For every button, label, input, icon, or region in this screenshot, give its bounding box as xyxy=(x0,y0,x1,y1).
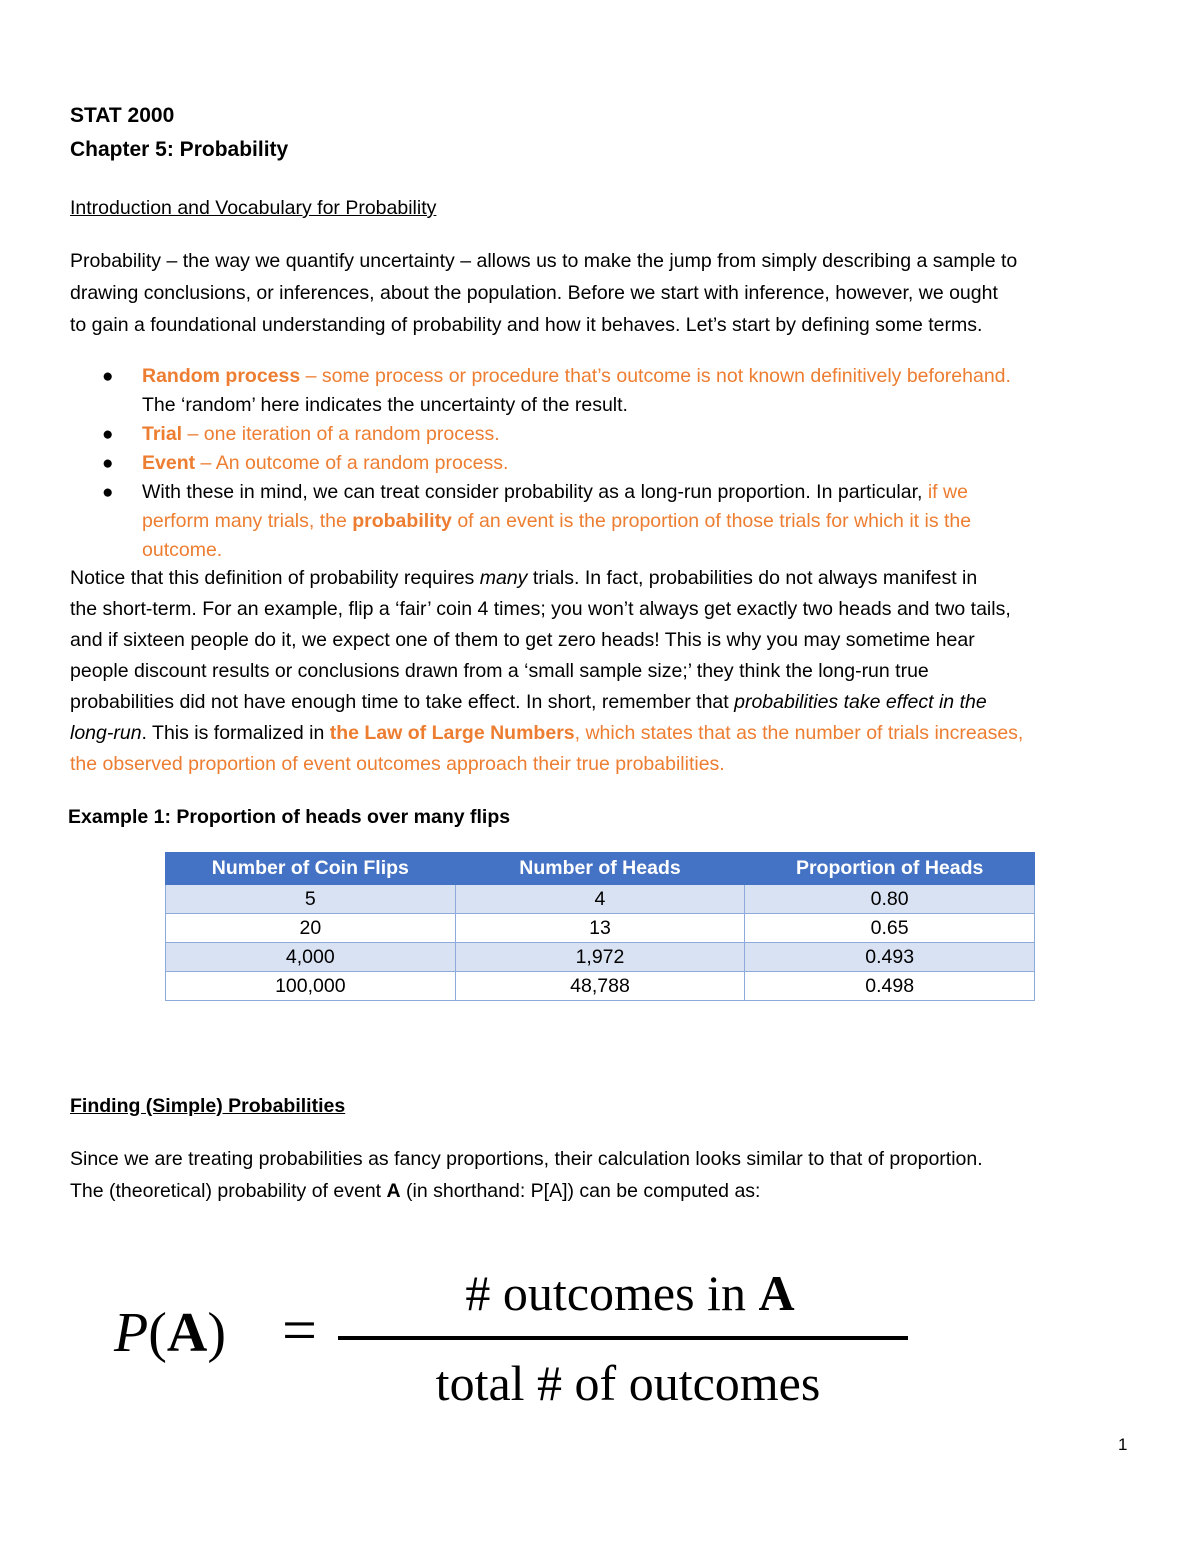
page-number: 1 xyxy=(1118,1435,1128,1454)
notice-line-1 xyxy=(70,562,977,594)
course-title: STAT 2000 xyxy=(70,104,175,127)
bullet-long-run-line-3: outcome. xyxy=(142,539,223,561)
table-header-row xyxy=(166,853,1035,885)
probability-formula xyxy=(110,1260,920,1420)
table-cell: 0.80 xyxy=(745,885,1035,914)
term-event: Event xyxy=(142,452,196,474)
section2-line-2 xyxy=(70,1175,760,1207)
bullet-trial xyxy=(142,420,500,449)
section-heading-simple-probabilities: Finding (Simple) Probabilities xyxy=(70,1095,346,1117)
long-run-highlight-3: of an event is the proportion of those trials for which it is the xyxy=(451,510,972,532)
formula-numerator xyxy=(350,1260,910,1326)
table-row xyxy=(166,943,1035,972)
def-random-process: – some process or procedure that’s outcome is not known definitively beforehand. xyxy=(300,365,1011,387)
long-run-intro: With these in mind, we can treat consider probability as a long-run proportion. In particular, xyxy=(142,481,928,503)
numerator-a: A xyxy=(758,1265,795,1321)
notice-text: Notice that this definition of probability requires xyxy=(70,567,480,589)
table-cell: 0.498 xyxy=(745,972,1035,1001)
notice-emphasis: many xyxy=(479,567,528,589)
formula-a: A xyxy=(166,1302,208,1364)
table-header-cell: Proportion of Heads xyxy=(745,853,1035,885)
def-event: – An outcome of a random process. xyxy=(195,452,509,474)
section2-text: (in shorthand: P[A]) can be computed as: xyxy=(400,1180,761,1202)
table-cell: 4 xyxy=(455,885,745,914)
table-cell: 48,788 xyxy=(455,972,745,1001)
formula-denominator: total # of outcomes xyxy=(435,1355,821,1411)
table-cell: 4,000 xyxy=(166,943,456,972)
intro-line-3: to gain a foundational understanding of probability and how it behaves. Let’s start by defining some terms. xyxy=(70,314,983,336)
formula-p: P xyxy=(114,1302,149,1364)
table-row xyxy=(166,914,1035,943)
bullet-dot-icon: ● xyxy=(102,424,114,445)
intro-line-1: Probability – the way we quantify uncertainty – allows us to make the jump from simply describing a sample to xyxy=(70,250,1018,272)
long-run-highlight-1: if we xyxy=(927,481,968,503)
notice-line-6 xyxy=(70,717,1023,749)
table-cell: 13 xyxy=(455,914,745,943)
numerator-text: # outcomes in xyxy=(465,1265,759,1321)
formula-equals: = xyxy=(282,1297,317,1365)
table-cell: 20 xyxy=(166,914,456,943)
fraction-bar xyxy=(338,1336,908,1340)
table-header-cell: Number of Coin Flips xyxy=(166,853,456,885)
chapter-title: Chapter 5: Probability xyxy=(70,138,289,161)
section2-line-1: Since we are treating probabilities as fancy proportions, their calculation looks similar to that of proportion. xyxy=(70,1148,983,1170)
notice-line-4: people discount results or conclusions drawn from a ‘small sample size;’ they think the long-run true xyxy=(70,660,929,682)
table-cell: 0.493 xyxy=(745,943,1035,972)
notice-line-3: and if sixteen people do it, we expect one of them to get zero heads! This is why you may sometime hear xyxy=(70,629,975,651)
notice-emphasis: probabilities take effect in the xyxy=(734,691,987,713)
law-of-large-numbers-term: the Law of Large Numbers xyxy=(329,722,575,744)
table-cell: 5 xyxy=(166,885,456,914)
event-a-term: A xyxy=(386,1180,401,1202)
notice-line-2: the short-term. For an example, flip a ‘fair’ coin 4 times; you won’t always get exactly two heads and two tails, xyxy=(70,598,1011,620)
long-run-probability-term: probability xyxy=(352,510,452,532)
table-row xyxy=(166,885,1035,914)
table-header-cell: Number of Heads xyxy=(455,853,745,885)
formula-lhs xyxy=(114,1298,226,1368)
bullet-long-run-line-2 xyxy=(142,507,971,536)
formula-paren: ) xyxy=(207,1302,226,1364)
random-process-note: The ‘random’ here indicates the uncertainty of the result. xyxy=(142,394,628,416)
def-trial: – one iteration of a random process. xyxy=(182,423,500,445)
term-random-process: Random process xyxy=(142,365,301,387)
table-row xyxy=(166,972,1035,1001)
table-cell: 0.65 xyxy=(745,914,1035,943)
bullet-dot-icon: ● xyxy=(102,482,114,503)
section2-text: The (theoretical) probability of event xyxy=(70,1180,387,1202)
term-trial: Trial xyxy=(142,423,183,445)
example-1-heading: Example 1: Proportion of heads over many flips xyxy=(68,806,511,828)
formula-paren: ( xyxy=(148,1302,167,1364)
long-run-highlight-2: perform many trials, the xyxy=(142,510,353,532)
bullet-event xyxy=(142,449,508,478)
bullet-dot-icon: ● xyxy=(102,366,114,387)
notice-emphasis: long-run xyxy=(70,722,142,744)
notice-text: probabilities did not have enough time to take effect. In short, remember that xyxy=(70,691,735,713)
table-cell: 100,000 xyxy=(166,972,456,1001)
intro-line-2: drawing conclusions, or inferences, about the population. Before we start with inference, however, we ought xyxy=(70,282,998,304)
section-heading-intro: Introduction and Vocabulary for Probability xyxy=(70,197,437,219)
coin-flip-table xyxy=(165,852,1035,1001)
notice-line-5 xyxy=(70,686,987,718)
notice-line-7: the observed proportion of event outcomes approach their true probabilities. xyxy=(70,753,725,775)
table-cell: 1,972 xyxy=(455,943,745,972)
bullet-dot-icon: ● xyxy=(102,453,114,474)
bullet-random-process xyxy=(142,362,1011,391)
bullet-long-run-line-1 xyxy=(142,478,968,507)
law-statement: , which states that as the number of trials increases, xyxy=(574,722,1024,744)
notice-text: trials. In fact, probabilities do not always manifest in xyxy=(527,567,978,589)
notice-text: . This is formalized in xyxy=(141,722,330,744)
